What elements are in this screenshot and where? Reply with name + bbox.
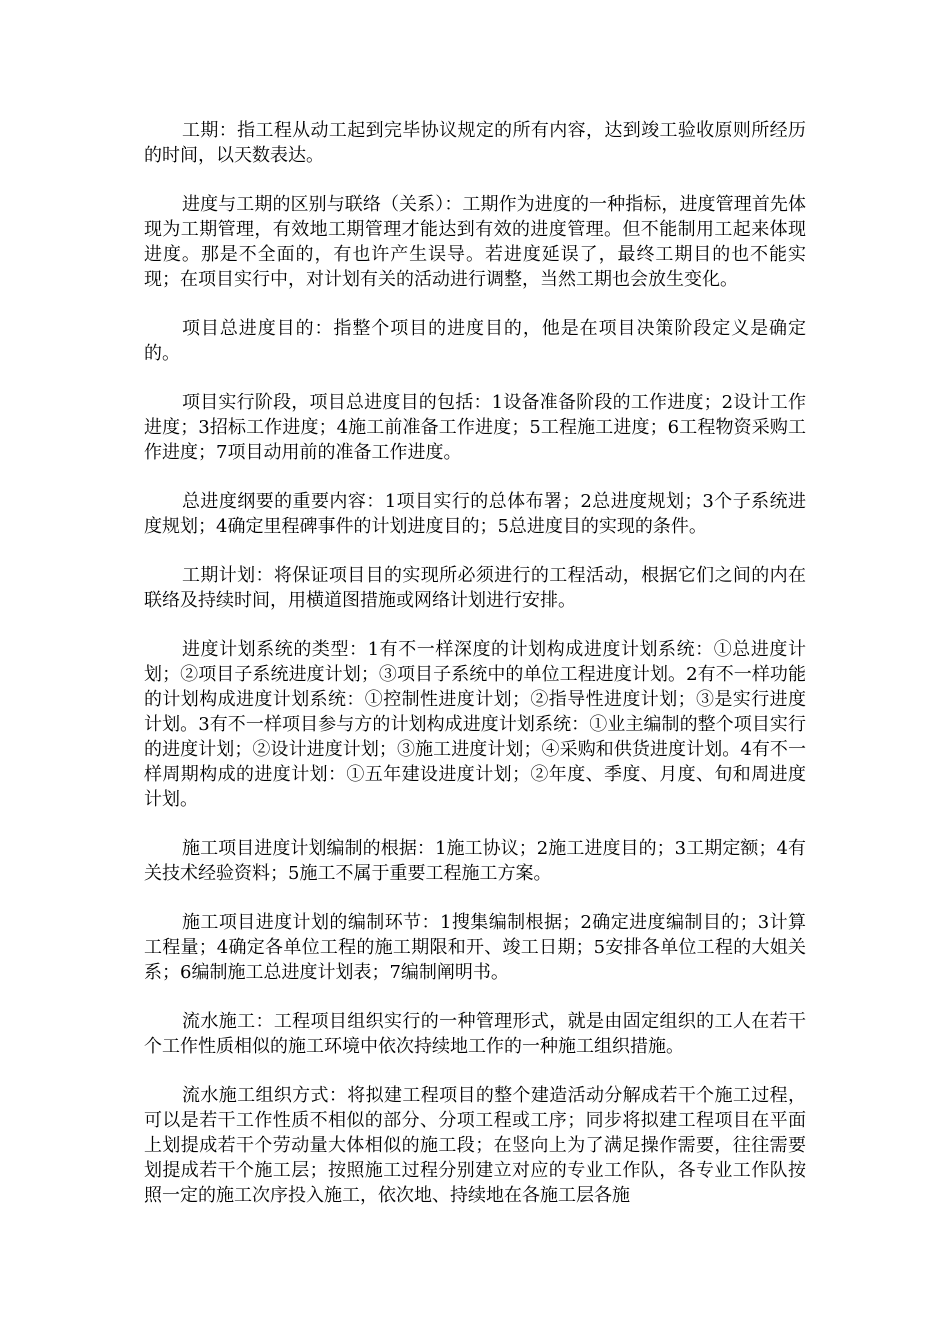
paragraph-construction-period: 工期：指工程从动工起到完毕协议规定的所有内容，达到竣工验收原则所经历的时间，以天数表达。 [144, 120, 806, 166]
paragraph-flow-construction: 流水施工：工程项目组织实行的一种管理形式，就是由固定组织的工人在若干个工作性质相似的施工环境中依次持续地工作的一种施工组织措施。 [144, 1011, 806, 1057]
paragraph-plan-system-types: 进度计划系统的类型：1有不一样深度的计划构成进度计划系统：①总进度计划；②项目子系统进度计划；③项目子系统中的单位工程进度计划。2有不一样功能的计划构成进度计划系统：①控制性进度计划；②指导性进度计划；③是实行进度计划。3有不一样项目参与方的计划构成进度计划系统：①业主编制的整个项目实行的进度计划；②设计进度计划；③施工进度计划；④采购和供货进度计划。4有不一样周期构成的进度计划：①五年建设进度计划；②年度、季度、月度、旬和周进度计划。 [144, 639, 806, 810]
paragraph-outline-content: 总进度纲要的重要内容：1项目实行的总体布署；2总进度规划；3个子系统进度规划；4确定里程碑事件的计划进度目的；5总进度目的实现的条件。 [144, 491, 806, 537]
document-body [144, 118, 806, 1232]
paragraph-period-plan: 工期计划：将保证项目目的实现所必须进行的工程活动，根据它们之间的内在联络及持续时间，用横道图措施或网络计划进行安排。 [144, 565, 806, 611]
paragraph-implementation-stage: 项目实行阶段，项目总进度目的包括：1设备准备阶段的工作进度；2设计工作进度；3招标工作进度；4施工前准备工作进度；5工程施工进度；6工程物资采购工作进度；7项目动用前的准备工作进度。 [144, 392, 806, 463]
paragraph-plan-steps: 施工项目进度计划的编制环节：1搜集编制根据；2确定进度编制目的；3计算工程量；4确定各单位工程的施工期限和开、竣工日期；5安排各单位工程的大姐关系；6编制施工总进度计划表；7编制阐明书。 [144, 912, 806, 983]
paragraph-progress-vs-period: 进度与工期的区别与联络（关系）：工期作为进度的一种指标，进度管理首先体现为工期管理，有效地工期管理才能达到有效的进度管理。但不能制用工起来体现进度。那是不全面的，有也许产生误导。若进度延误了，最终工期目的也不能实现；在项目实行中，对计划有关的活动进行调整，当然工期也会放生变化。 [144, 194, 806, 290]
paragraph-flow-organization: 流水施工组织方式：将拟建工程项目的整个建造活动分解成若干个施工过程，可以是若干工作性质不相似的部分、分项工程或工序；同步将拟建工程项目在平面上划提成若干个劳动量大体相似的施工段；在竖向上为了满足操作需要，往往需要划提成若干个施工层；按照施工过程分别建立对应的专业工作队，各专业工作队按照一定的施工次序投入施工，依次地、持续地在各施工层各施 [144, 1085, 806, 1206]
paragraph-plan-basis: 施工项目进度计划编制的根据：1施工协议；2施工进度目的；3工期定额；4有关技术经验资料；5施工不属于重要工程施工方案。 [144, 838, 806, 884]
paragraph-total-progress-goal: 项目总进度目的：指整个项目的进度目的，他是在项目决策阶段定义是确定的。 [144, 318, 806, 364]
